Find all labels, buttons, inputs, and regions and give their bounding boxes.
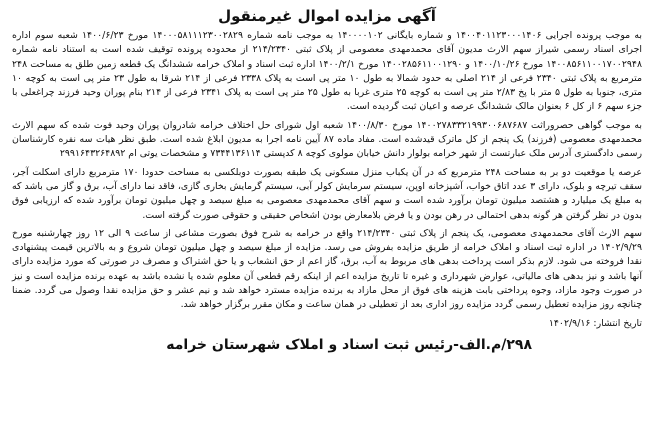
notice-signature: ۲۹۸/م.الف-رئیس ثبت اسناد و املاک شهرستان خرامه <box>166 336 532 353</box>
notice-paragraph-property: عرصه یا موقعیت دو بر به مساحت ۲۴۸ مترمربع که در آن یکباب منزل مسکونی یک طبقه بصورت دوبلکسی به مساحت حدودا ۱۷۰ مترمربع دارای اسکلت آجر، سقف تیرچه و بلوک، دارای ۳ عدد اتاق خواب، آشپزخانه اوپن، سیستم سرمایش کولر آبی، سیستم گرمایش بخاری گازی، فاقد نما دارای آب، برق و گاز می باشد که به مبلغ یک میلیارد و هشتصد میلیون تومان برآورد شده است و سهم آقای محمدمهدی معصومی به مبلغ سیصد و چهل میلیون تومان برآورد شده که ارزیابی فوق بدون در نظر گرفتن هر گونه بدهی احتمالی در رهن بودن و یا فرض بلامعارض بودن اشخاص حقیقی و حقوقی صورت گرفته است. <box>12 166 642 221</box>
notice-publish-date: تاریخ انتشار: ۱۴۰۲/۹/۱۶ <box>548 317 642 329</box>
notice-paragraph-case: به موجب پرونده اجرایی ۱۴۰۰۴۰۱۱۲۳۰۰۰۱۴۰۶ و شماره بایگانی ۱۴۰۰۰۰۱۰۲ به موجب نامه شماره ۱۴۰۰۰۵۸۱۱۱۲۳۰۰۲۸۲۹ مورخ ۱۴۰۰/۶/۲۳ شعبه سوم اداره اجرای اسناد رسمی شیراز سهم الارث مدیون آقای محمدمهدی معصومی از پلاک ثبتی ۲۱۴/۲۳۴۰ از محدوده پرونده توقیف شده است به استناد نامه شماره ۱۴۰۰۸۵۶۱۱۰۰۱۷۰۰۲۹۴۸ مورخ ۱۴۰۰/۱۰/۲۶ و ۱۴۰۰۲۸۵۶۱۱۰۰۱۲۹۰ مورخ ۱۴۰۰/۲/۱ اداره ثبت اسناد و املاک خرامه ششدانگ یک قطعه زمین طلق به مساحت ۲۴۸ مترمربع به پلاک ثبتی ۲۳۴۰ فرعی از ۲۱۴ اصلی به حدود شمالا به طول ۱۰ متر پی است به پلاک ۲۳۳۸ فرعی از ۲۱۴ شرقا به طول ۲۳ متر پی است به کوچه ۱۰ متری، جنوبا به طول ۵ متر با پخ ۲/۸۳ متر پی است به کوچه ۲۵ متری غربا به طول ۲۵ متر پی است به پلاک ۲۳۴۱ فرعی از ۲۱۴ بنام پوران وحید فرزند چراغعلی با جزء سهم ۶ از کل ۶ بعنوان مالک ششدانگ عرصه و اعیان ثبت گردیده است. <box>12 30 643 113</box>
notice-paragraph-inheritance: به موجب گواهی حصروراثت ۱۴۰۰۲۷۸۳۳۲۱۹۹۳۰۰۶۸۷۶۸۷ مورخ ۱۴۰۰/۸/۳۰ شعبه اول شورای حل اختلاف خرامه شادروان پوران وحید فوت شده که سهم الارث محمدمهدی معصومی (فرزند) یک پنجم از کل ماترک قیدشده است. مفاد ماده ۸۷ آیین نامه اجرا به مدیون ابلاغ شده است. طبق نظر هیات سه نفره کارشناسان رسمی دادگستری آدرس ملک عبارتست از شهر خرامه بولوار دانش خیابان مولوی کوچه ۸ کدپستی ۷۳۴۴۱۳۶۱۱۴ و مشخصات یوتی ام ۲۹۹۱۶۴۳۲۶۴۸۹۲ <box>12 119 642 160</box>
notice-paragraph-auction-terms: سهم الارث آقای محمدمهدی معصومی، یک پنجم از پلاک ثبتی ۲۱۴/۲۳۴۰ واقع در خرامه به شرح فوق بصورت مشاعی از ساعت ۹ الی ۱۲ روز چهارشنبه مورخ ۱۴۰۲/۹/۲۹ در اداره ثبت اسناد و املاک خرامه از طریق مزایده بفروش می رسد. مزایده از مبلغ سیصد و چهل میلیون تومان شروع و به بالاترین قیمت پیشنهادی نقدا فروخته می شود. لازم بذکر است پرداخت بدهی های مربوط به آب، برق، گاز اعم از حق انشعاب و یا حق اشتراک و مصرف در صورتی که مورد مزایده دارای آنها باشد و نیز بدهی های مالیاتی، عوارض شهرداری و غیره تا تاریخ مزایده اعم از اینکه رقم قطعی آن معلوم شده یا نشده باشد به عهده برنده مزایده است و نیز در صورت وجود مازاد، وجوه پرداختی بابت هزینه های فوق از محل مازاد به برنده مزایده مسترد خواهد شد و نیم عشر و حق مزایده نقدا وصول می گردد. ضمنا چنانچه روز مزایده تعطیل رسمی گردد مزایده روز اداری بعد از تعطیلی در همان ساعت و مکان مقرر برگزار خواهد شد. <box>12 227 643 311</box>
notice-title: آگهی مزایده اموال غیرمنقول <box>218 7 436 25</box>
